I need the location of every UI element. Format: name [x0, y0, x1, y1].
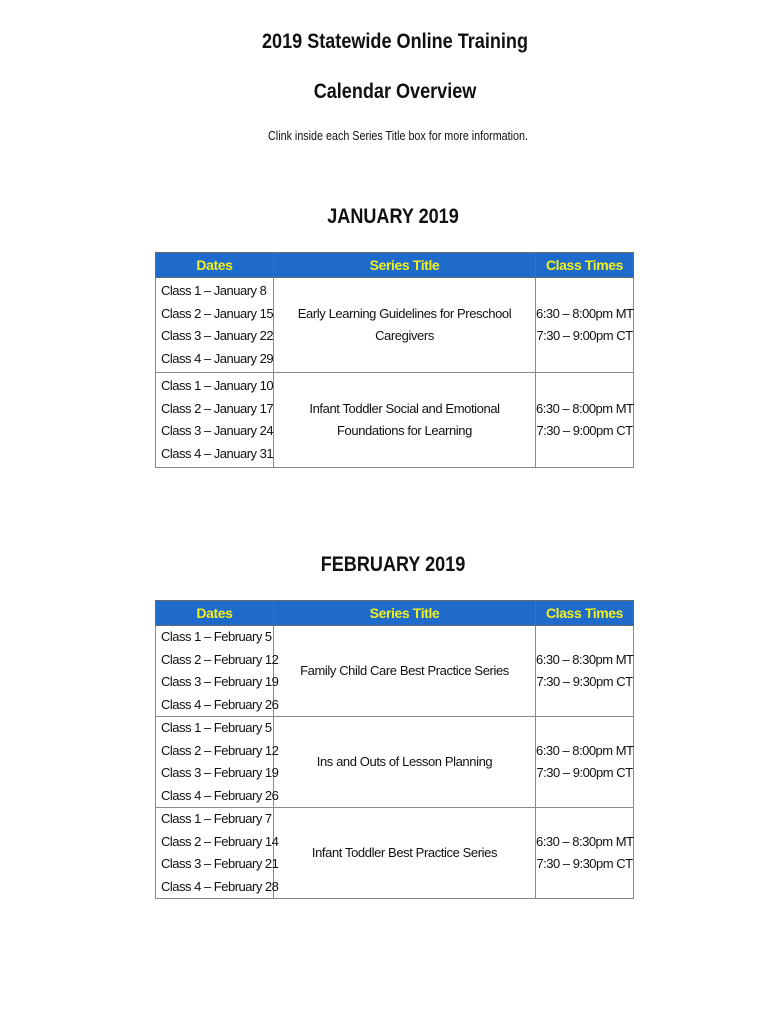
column-header-series-title: Series Title	[274, 601, 536, 626]
class-date: Class 4 – January 29	[161, 350, 274, 366]
dates-cell	[156, 278, 274, 373]
column-header-series-title: Series Title	[274, 253, 536, 278]
class-time-mt: 6:30 – 8:00pm MT	[536, 305, 634, 321]
class-date: Class 4 – February 26	[161, 787, 279, 803]
january-heading: JANUARY 2019	[327, 205, 459, 228]
dates-cell	[156, 808, 279, 899]
class-date: Class 2 – January 17	[161, 400, 274, 416]
table-row	[156, 626, 634, 717]
dates-cell	[156, 717, 279, 808]
class-date: Class 1 – February 7	[161, 811, 272, 826]
class-time-mt: 6:30 – 8:00pm MT	[536, 742, 634, 758]
class-times-cell	[536, 808, 634, 899]
column-header-dates: Dates	[156, 253, 274, 278]
class-times-cell	[536, 626, 634, 717]
series-title-link[interactable]: Ins and Outs of Lesson Planning	[316, 753, 493, 769]
table-row	[156, 373, 634, 468]
class-date: Class 3 – February 21	[161, 856, 279, 871]
series-title-link[interactable]: Infant Toddler Social and Emotional Foundations for Learning	[309, 400, 500, 438]
class-date: Class 4 – February 28	[161, 878, 279, 894]
column-header-class-times: Class Times	[536, 601, 634, 626]
class-time-ct: 7:30 – 9:00pm CT	[536, 328, 633, 343]
series-title-link[interactable]: Family Child Care Best Practice Series	[300, 662, 509, 678]
class-date: Class 4 – January 31	[161, 445, 274, 461]
class-time-mt: 6:30 – 8:00pm MT	[536, 400, 634, 416]
class-date: Class 2 – January 15	[161, 305, 274, 321]
class-date: Class 1 – January 10	[161, 378, 274, 393]
class-date: Class 2 – February 14	[161, 833, 279, 849]
series-title-cell[interactable]	[274, 626, 536, 717]
class-date: Class 3 – January 22	[161, 328, 274, 343]
class-date: Class 3 – February 19	[161, 674, 279, 689]
column-header-dates: Dates	[156, 601, 274, 626]
january-schedule-table	[155, 252, 634, 468]
class-time-ct: 7:30 – 9:30pm CT	[536, 856, 633, 871]
class-time-ct: 7:30 – 9:00pm CT	[536, 423, 633, 438]
class-date: Class 1 – February 5	[161, 720, 272, 735]
february-schedule-table	[155, 600, 634, 899]
class-times-cell	[536, 373, 634, 468]
page-title: 2019 Statewide Online Training	[262, 30, 528, 53]
class-times-cell	[536, 278, 634, 373]
class-date: Class 3 – January 24	[161, 423, 274, 438]
column-header-class-times: Class Times	[536, 253, 634, 278]
instruction-text: Clink inside each Series Title box for more information.	[268, 129, 528, 143]
series-title-cell[interactable]	[274, 373, 536, 468]
table-row	[156, 808, 634, 899]
series-title-link[interactable]: Early Learning Guidelines for Preschool Caregivers	[297, 305, 512, 343]
class-time-ct: 7:30 – 9:00pm CT	[536, 765, 633, 780]
series-title-cell[interactable]	[274, 278, 536, 373]
table-row	[156, 278, 634, 373]
table-row	[156, 717, 634, 808]
class-date: Class 2 – February 12	[161, 651, 279, 667]
dates-cell	[156, 373, 274, 468]
table-header-row	[156, 601, 634, 626]
series-title-cell[interactable]	[274, 808, 536, 899]
class-date: Class 3 – February 19	[161, 765, 279, 780]
class-time-mt: 6:30 – 8:30pm MT	[536, 833, 634, 849]
series-title-cell[interactable]	[274, 717, 536, 808]
dates-cell	[156, 626, 279, 717]
table-header-row	[156, 253, 634, 278]
class-times-cell	[536, 717, 634, 808]
class-time-mt: 6:30 – 8:30pm MT	[536, 651, 634, 667]
february-heading: FEBRUARY 2019	[320, 553, 466, 576]
class-date: Class 2 – February 12	[161, 742, 279, 758]
class-date: Class 1 – January 8	[161, 283, 267, 298]
class-date: Class 1 – February 5	[161, 629, 272, 644]
class-time-ct: 7:30 – 9:30pm CT	[536, 674, 633, 689]
page-subtitle-heading: Calendar Overview	[313, 80, 477, 103]
class-date: Class 4 – February 26	[161, 696, 279, 712]
series-title-link[interactable]: Infant Toddler Best Practice Series	[311, 844, 498, 860]
